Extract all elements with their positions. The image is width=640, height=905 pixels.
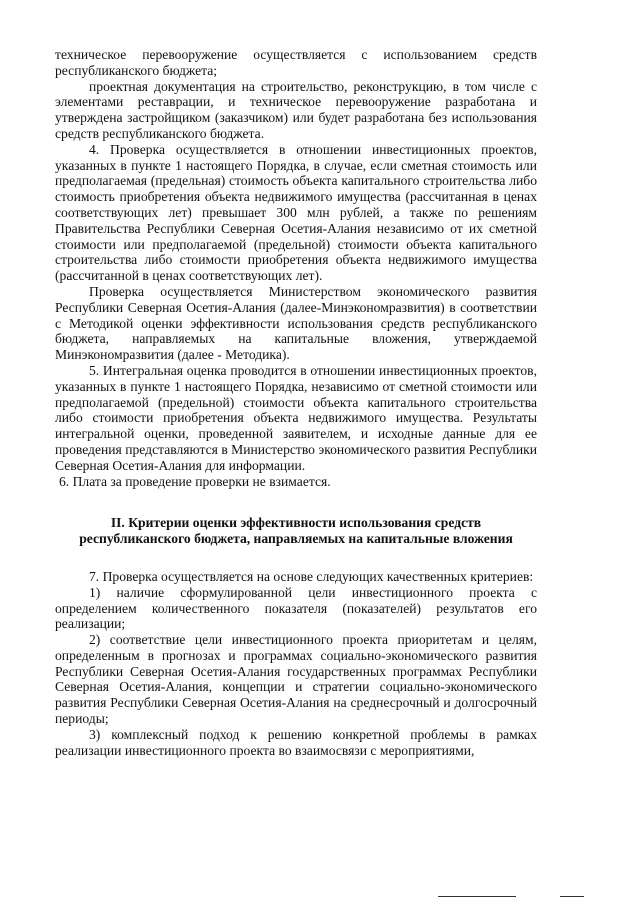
paragraph-5-item-5: 5. Интегральная оценка проводится в отношении инвестиционных проектов, указанных в пункте 1 настоящего Порядка, независимо от сметной стоимости или предполагаемой (предельной) стоимости объекта капитального строительства либо стоимости приобретения объекта недвижимого имущества. Результаты интегральной оценки, проведенной заявителем, и исходные данные для ее проведения представляются в Министерство экономического развития Республики Северная Осетия-Алания для информации. (55, 362, 537, 473)
document-page (55, 47, 537, 758)
paragraph-3-item-4: 4. Проверка осуществляется в отношении инвестиционных проектов, указанных в пункте 1 настоящего Порядка, в случае, если сметная стоимость или предполагаемая (предельная) стоимость объекта капитального строительства либо стоимость приобретения объекта недвижимого имущества (рассчитанная в ценах соответствующих лет) превышает 300 млн рублей, а также по решениям Правительства Республики Северная Осетия-Алания независимо от их сметной стоимости или предполагаемой (предельной) стоимости объекта капитального строительства либо стоимости приобретения объекта недвижимого имущества (рассчитанной в ценах соответствующих лет). (55, 141, 537, 284)
paragraph-criterion-2: 2) соответствие цели инвестиционного проекта приоритетам и целям, определенным в прогнозах и программах социально-экономического развития Республики Северная Осетия-Алания государственных программах Республики Северная Осетия-Алания, концепции и стратегии социально-экономического развития Республики Северная Осетия-Алания на среднесрочный и долгосрочный периоды; (55, 632, 537, 727)
paragraph-criterion-3: 3) комплексный подход к решению конкретной проблемы в рамках реализации инвестиционного проекта во взаимосвязи с мероприятиями, (55, 726, 537, 758)
paragraph-2: проектная документация на строительство, реконструкцию, в том числе с элементами реставрации, и техническое перевооружение разработана и утверждена застройщиком (заказчиком) или будет разработана без использования средств республиканского бюджета. (55, 78, 537, 141)
paragraph-4: Проверка осуществляется Министерством экономического развития Республики Северная Осетия-Алания (далее-Минэкономразвития) в соответствии с Методикой оценки эффективности использования средств республиканского бюджета, направляемых на капитальные вложения, утверждаемой Минэкономразвития (далее - Методика). (55, 283, 537, 363)
paragraph-criterion-1: 1) наличие сформулированной цели инвестиционного проекта с определением количественного показателя (показателей) результатов его реализации; (55, 584, 537, 632)
paragraph-1: техническое перевооружение осуществляется с использованием средств республиканского бюджета; (55, 47, 537, 78)
footer-rule-right (560, 896, 584, 897)
section-heading (55, 515, 537, 547)
paragraph-7-item-7: 7. Проверка осуществляется на основе следующих качественных критериев: (89, 568, 534, 584)
footer-rule-left (438, 896, 516, 897)
section-heading-line-1: II. Критерии оценки эффективности использования средств (110, 515, 482, 531)
section-heading-line-2: республиканского бюджета, направляемых на капитальные вложения (79, 531, 513, 547)
paragraph-6-item-6: 6. Плата за проведение проверки не взимается. (59, 473, 331, 489)
